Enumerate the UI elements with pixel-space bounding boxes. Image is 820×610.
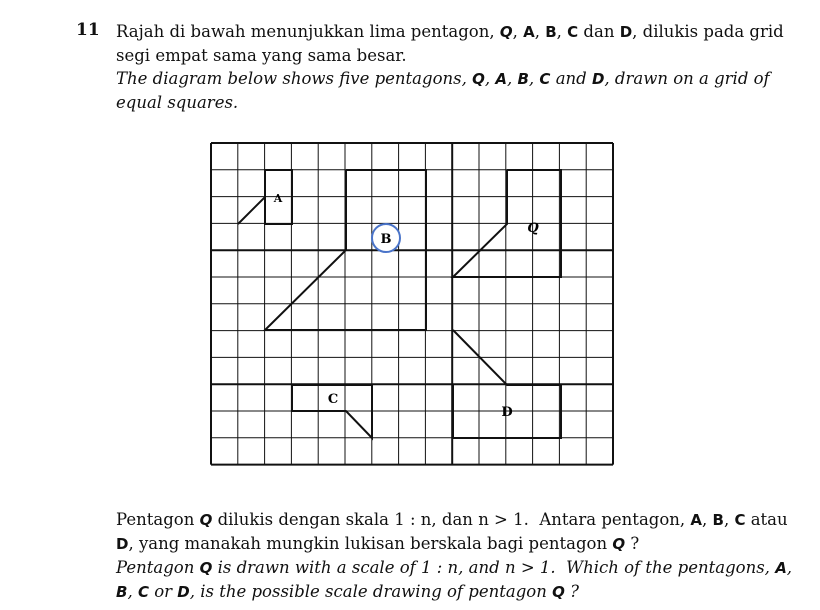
pentagon-d-label: D [501, 405, 513, 420]
square-grid [211, 143, 613, 465]
pentagon-c-label: C [327, 392, 339, 407]
question-number: 11 [76, 20, 100, 40]
pentagon-b-label: B [380, 232, 392, 247]
question-english: Pentagon Q is drawn with a scale of 1 : n, and n > 1. Which of the pentagons, A, B, C or D, is the possible scale drawing of pentagon Q ? [116, 558, 793, 601]
pentagon-a-label: A [273, 192, 283, 205]
question-malay: Pentagon Q dilukis dengan skala 1 : n, dan n > 1. Antara pentagon, A, B, C atau D, yang manakah mungkin lukisan berskala bagi pentagon Q ? [116, 510, 788, 553]
intro-english: The diagram below shows five pentagons, Q, A, B, C and D, drawn on a grid of equal squares. [116, 69, 770, 112]
question-body [116, 508, 796, 604]
intro-malay: Rajah di bawah menunjukkan lima pentagon, Q, A, B, C dan D, dilukis pada grid segi empat sama yang sama besar. [116, 22, 784, 65]
pentagon-q-label: Q [527, 221, 539, 236]
